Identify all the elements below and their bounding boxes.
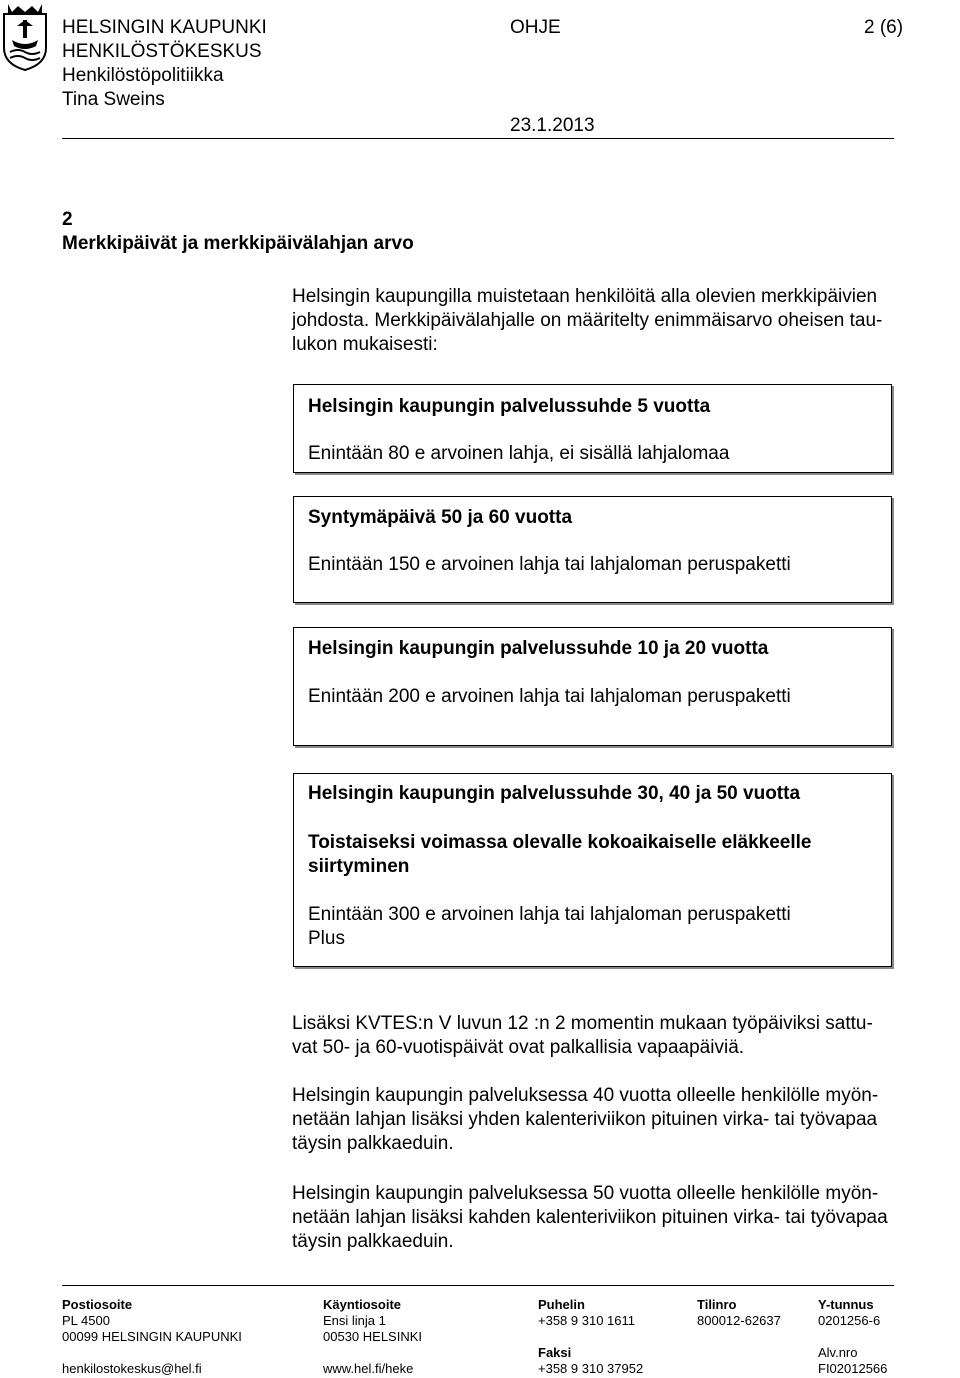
box-title: Helsingin kaupungin palvelussuhde 5 vuotta	[308, 396, 711, 417]
paragraph-line: Lisäksi KVTES:n V luvun 12 :n 2 momentin mukaan työpäiviksi sattu-	[292, 1013, 873, 1034]
intro-paragraph	[292, 285, 952, 357]
gift-box-5-years	[293, 384, 892, 473]
box-subtitle: siirtyminen	[308, 856, 410, 877]
city-crest-logo	[2, 0, 48, 72]
footer-ytunnus-label: Y-tunnus	[818, 1297, 874, 1312]
box-text: Enintään 80 e arvoinen lahja, ei sisällä lahjalomaa	[308, 443, 730, 464]
header-divider	[62, 138, 894, 139]
footer-account-label: Tilinro	[697, 1297, 737, 1312]
footer-visit-label: Käyntiosoite	[323, 1297, 402, 1312]
footer-vat: FI02012566	[818, 1361, 888, 1376]
org-department: HENKILÖSTÖKESKUS	[62, 41, 262, 62]
box-text: Enintään 200 e arvoinen lahja tai lahjaloman peruspaketti	[308, 686, 791, 707]
section-number: 2	[62, 209, 73, 230]
page-number: 2 (6)	[864, 17, 904, 38]
paragraph-line: täysin palkkaeduin.	[292, 1133, 454, 1154]
doc-type: OHJE	[510, 17, 561, 38]
footer-fax: +358 9 310 37952	[538, 1361, 644, 1376]
box-text: Enintään 150 e arvoinen lahja tai lahjaloman peruspaketti	[308, 554, 791, 575]
gift-box-30-40-50-years	[293, 773, 892, 967]
author-name: Tina Sweins	[62, 89, 165, 110]
footer-phone: +358 9 310 1611	[538, 1313, 635, 1328]
section-title: Merkkipäivät ja merkkipäivälahjan arvo	[62, 233, 414, 254]
footer-ytunnus: 0201256-6	[818, 1313, 881, 1328]
gift-box-birthday	[293, 496, 892, 603]
footer-visit-line1: Ensi linja 1	[323, 1313, 386, 1328]
footer-postal-line1: PL 4500	[62, 1313, 110, 1328]
org-unit: Henkilöstöpolitiikka	[62, 65, 224, 86]
box-title: Helsingin kaupungin palvelussuhde 30, 40 ja 50 vuotta	[308, 783, 801, 804]
footer-fax-label: Faksi	[538, 1345, 572, 1360]
box-text: Plus	[308, 928, 345, 949]
paragraph-line: täysin palkkaeduin.	[292, 1231, 454, 1252]
footer-vat-label: Alv.nro	[818, 1345, 858, 1360]
paragraph-line: Helsingin kaupungin palveluksessa 40 vuotta olleelle henkilölle myön-	[292, 1085, 879, 1106]
intro-line: johdosta. Merkkipäivälahjalle on määritelty enimmäisarvo oheisen tau-	[292, 310, 883, 331]
doc-date: 23.1.2013	[510, 115, 595, 136]
paragraph-line: netään lahjan lisäksi yhden kalenteriviikon pituinen virka- tai työvapaa	[292, 1109, 878, 1130]
footer-divider	[62, 1285, 894, 1286]
footer-account: 800012-62637	[697, 1313, 781, 1328]
intro-line: lukon mukaisesti:	[292, 334, 438, 355]
footer-postal-label: Postiosoite	[62, 1297, 133, 1312]
footer-visit-line2: 00530 HELSINKI	[323, 1329, 423, 1344]
footer-web-link[interactable]: www.hel.fi/heke	[323, 1361, 414, 1376]
box-title: Helsingin kaupungin palvelussuhde 10 ja 20 vuotta	[308, 638, 769, 659]
box-text: Enintään 300 e arvoinen lahja tai lahjaloman peruspaketti	[308, 904, 791, 925]
paragraph-line: Helsingin kaupungin palveluksessa 50 vuotta olleelle henkilölle myön-	[292, 1183, 879, 1204]
paragraph-50-years	[292, 1182, 952, 1254]
intro-line: Helsingin kaupungilla muistetaan henkilöitä alla olevien merkkipäivien	[292, 286, 878, 307]
box-title: Syntymäpäivä 50 ja 60 vuotta	[308, 507, 573, 528]
paragraph-kvtes	[292, 1012, 952, 1060]
box-subtitle: Toistaiseksi voimassa olevalle kokoaikaiselle eläkkeelle	[308, 832, 812, 853]
org-name: HELSINGIN KAUPUNKI	[62, 17, 267, 38]
paragraph-line: netään lahjan lisäksi kahden kalenteriviikon pituinen virka- tai työvapaa	[292, 1207, 888, 1228]
gift-box-10-20-years	[293, 627, 892, 746]
paragraph-line: vat 50- ja 60-vuotispäivät ovat palkallisia vapaapäiviä.	[292, 1037, 745, 1058]
footer-email[interactable]: henkilostokeskus@hel.fi	[62, 1361, 202, 1376]
paragraph-40-years	[292, 1084, 952, 1156]
footer-phone-label: Puhelin	[538, 1297, 585, 1312]
footer-postal-line2: 00099 HELSINGIN KAUPUNKI	[62, 1329, 242, 1344]
